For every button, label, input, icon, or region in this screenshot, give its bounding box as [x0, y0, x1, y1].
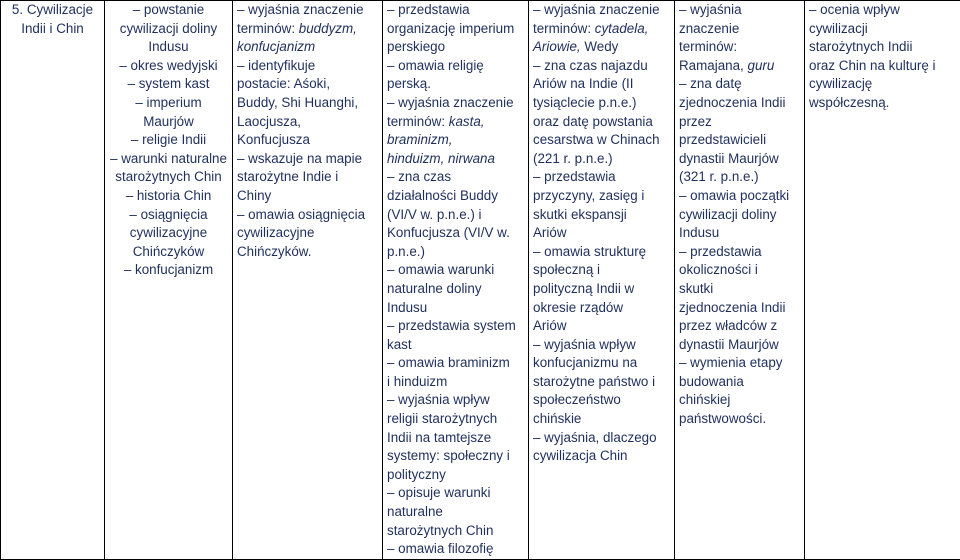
requirement-line: – wyjaśnia znaczenie	[533, 1, 670, 20]
requirement-line: państwowości.	[679, 411, 767, 427]
requirement-line: perskiego	[387, 39, 446, 55]
content-item: – konfucjanizm	[109, 261, 228, 280]
requirement-line: organizację imperium	[387, 20, 515, 36]
requirement-line: Indii na tamtejsze	[387, 429, 492, 445]
requirements-level1-cell	[233, 1, 383, 560]
requirement-line: – omawia warunki	[387, 261, 524, 280]
requirement-line: oraz Chin na kulturę i	[809, 57, 936, 73]
topic-number: 5.	[11, 2, 24, 17]
requirement-line: cywilizacji	[809, 20, 868, 36]
requirement-line: konfucjanizmu na	[533, 355, 638, 371]
requirement-line: systemy: społeczny i	[387, 448, 510, 464]
requirement-line: – identyfikuje	[237, 57, 378, 76]
requirement-line: zjednoczenia Indii	[679, 94, 786, 110]
content-item: – okres wedyjski	[109, 57, 228, 76]
content-item: – imperium Maurjów	[109, 94, 228, 131]
content-item: – religie Indii	[109, 131, 228, 150]
requirement-line: Ariów na Indie (II	[533, 76, 634, 92]
requirement-line: perską.	[387, 76, 431, 92]
requirements-level2-cell	[383, 1, 529, 560]
requirement-line: społeczeństwo	[533, 392, 621, 408]
requirement-line: Ariowie, Wedy	[533, 39, 619, 55]
requirement-line: – wskazuje na mapie	[237, 150, 378, 169]
requirement-line: chińskie	[533, 411, 582, 427]
requirement-line: skutki	[679, 280, 714, 296]
requirement-line: przez władców z	[679, 318, 778, 334]
requirement-line: skutki ekspansji	[533, 206, 627, 222]
requirement-line: konfucjanizm	[237, 39, 316, 55]
requirement-line: oraz datę powstania	[533, 113, 653, 129]
requirement-line: działalności Buddy	[387, 187, 498, 203]
requirement-line: terminów: cytadela,	[533, 20, 649, 36]
requirement-line: – omawia początki	[679, 187, 800, 206]
requirement-line: Konfucjusza (VI/V w.	[387, 225, 510, 241]
requirement-line: i hinduizm	[387, 373, 448, 389]
requirement-line: starożytnych Indii	[809, 39, 913, 55]
requirements-level5-cell	[805, 1, 960, 560]
requirement-line: starożytnych Chin	[387, 522, 494, 538]
requirement-line: – wyjaśnia wpływ	[387, 391, 524, 410]
requirement-line: – wymienia etapy	[679, 354, 800, 373]
requirement-line: Konfucjusza	[237, 132, 310, 148]
requirement-line: – opisuje warunki	[387, 484, 524, 503]
requirement-line: Chińczyków.	[237, 243, 312, 259]
requirement-line: religii starożytnych	[387, 411, 498, 427]
requirement-line: kast	[387, 336, 412, 352]
table-row	[1, 1, 960, 560]
content-item: – powstanie cywilizacji doliny Indusu	[109, 1, 228, 57]
requirement-line: Ramajana, guru	[679, 57, 775, 73]
requirement-line: chińskiej	[679, 392, 731, 408]
requirement-line: naturalne	[387, 504, 443, 520]
requirement-line: znaczenie	[679, 20, 740, 36]
content-item: – system kast	[109, 75, 228, 94]
requirement-line: Ariów	[533, 225, 567, 241]
requirement-line: polityczną Indii w	[533, 280, 635, 296]
requirement-line: tysiąclecie p.n.e.)	[533, 94, 637, 110]
requirement-line: Ariów	[533, 318, 567, 334]
requirement-line: dynastii Maurjów	[679, 150, 779, 166]
requirement-line: cesarstwa w Chinach	[533, 132, 660, 148]
requirement-line: dynastii Maurjów	[679, 336, 779, 352]
requirement-line: przedstawicieli	[679, 132, 767, 148]
requirements-level3-cell	[529, 1, 675, 560]
requirement-line: przyczyny, zasięg i	[533, 187, 645, 203]
requirement-line: – przedstawia	[533, 168, 670, 187]
requirement-line: – wyjaśnia znaczenie	[387, 94, 524, 113]
requirement-line: (221 r. p.n.e.)	[533, 150, 613, 166]
requirement-line: – omawia religię	[387, 57, 524, 76]
requirement-line: Laocjusza,	[237, 113, 302, 129]
topic-cell	[1, 1, 105, 560]
requirement-line: naturalne doliny	[387, 280, 482, 296]
topic-title: Cywilizacje Indii i Chin	[21, 2, 94, 36]
requirement-line: – wyjaśnia	[679, 1, 800, 20]
requirement-line: – wyjaśnia, dlaczego	[533, 429, 670, 448]
requirement-line: – wyjaśnia znaczenie	[237, 1, 378, 20]
requirement-line: współczesną.	[809, 94, 890, 110]
requirement-line: terminów:	[679, 39, 738, 55]
requirement-line: – omawia braminizm	[387, 354, 524, 373]
content-item: – historia Chin	[109, 187, 228, 206]
requirement-line: Buddy, Shi Huanghi,	[237, 94, 359, 110]
requirement-line: Indusu	[387, 299, 428, 315]
requirement-line: społeczną i	[533, 262, 600, 278]
requirement-line: starożytne Indie i	[237, 169, 339, 185]
requirement-line: przez	[679, 113, 712, 129]
requirements-level4-cell	[675, 1, 805, 560]
requirement-line: – ocenia wpływ	[809, 1, 956, 20]
requirement-line: (321 r. p.n.e.)	[679, 169, 759, 185]
requirement-line: Indusu	[679, 225, 720, 241]
requirement-line: – omawia strukturę	[533, 243, 670, 262]
requirement-line: braminizm,	[387, 132, 453, 148]
requirement-line: cywilizację	[809, 76, 873, 92]
requirement-line: (VI/V w. p.n.e.) i	[387, 206, 482, 222]
requirement-line: terminów: buddyzm,	[237, 20, 357, 36]
requirement-line: – zna czas najazdu	[533, 57, 670, 76]
requirement-line: cywilizacja Chin	[533, 448, 628, 464]
requirement-line: hinduizm, nirwana	[387, 150, 495, 166]
requirement-line: cywilizacyjne	[237, 225, 315, 241]
requirement-line: Chiny	[237, 187, 272, 203]
requirement-line: – przedstawia	[387, 1, 524, 20]
requirement-line: okresie rządów	[533, 299, 624, 315]
requirement-line: p.n.e.)	[387, 243, 425, 259]
content-items-cell	[105, 1, 233, 560]
content-item: – osiągnięcia cywilizacyjne Chińczyków	[109, 206, 228, 262]
requirement-line: – omawia osiągnięcia	[237, 206, 378, 225]
requirement-line: – zna datę	[679, 75, 800, 94]
content-item: – warunki naturalne starożytnych Chin	[109, 150, 228, 187]
requirement-line: – omawia filozofię	[387, 540, 524, 559]
requirement-line: budowania	[679, 373, 744, 389]
requirement-line: zjednoczenia Indii	[679, 299, 786, 315]
requirement-line: postacie: Aśoki,	[237, 76, 331, 92]
requirement-line: – wyjaśnia wpływ	[533, 336, 670, 355]
requirement-line: – zna czas	[387, 168, 524, 187]
requirement-line: – przedstawia	[679, 243, 800, 262]
requirement-line: – przedstawia system	[387, 317, 524, 336]
requirement-line: terminów: kasta,	[387, 113, 485, 129]
requirement-line: polityczny	[387, 466, 446, 482]
requirement-line: starożytne państwo i	[533, 373, 656, 389]
requirement-line: okoliczności i	[679, 262, 758, 278]
requirement-line: cywilizacji doliny	[679, 206, 777, 222]
